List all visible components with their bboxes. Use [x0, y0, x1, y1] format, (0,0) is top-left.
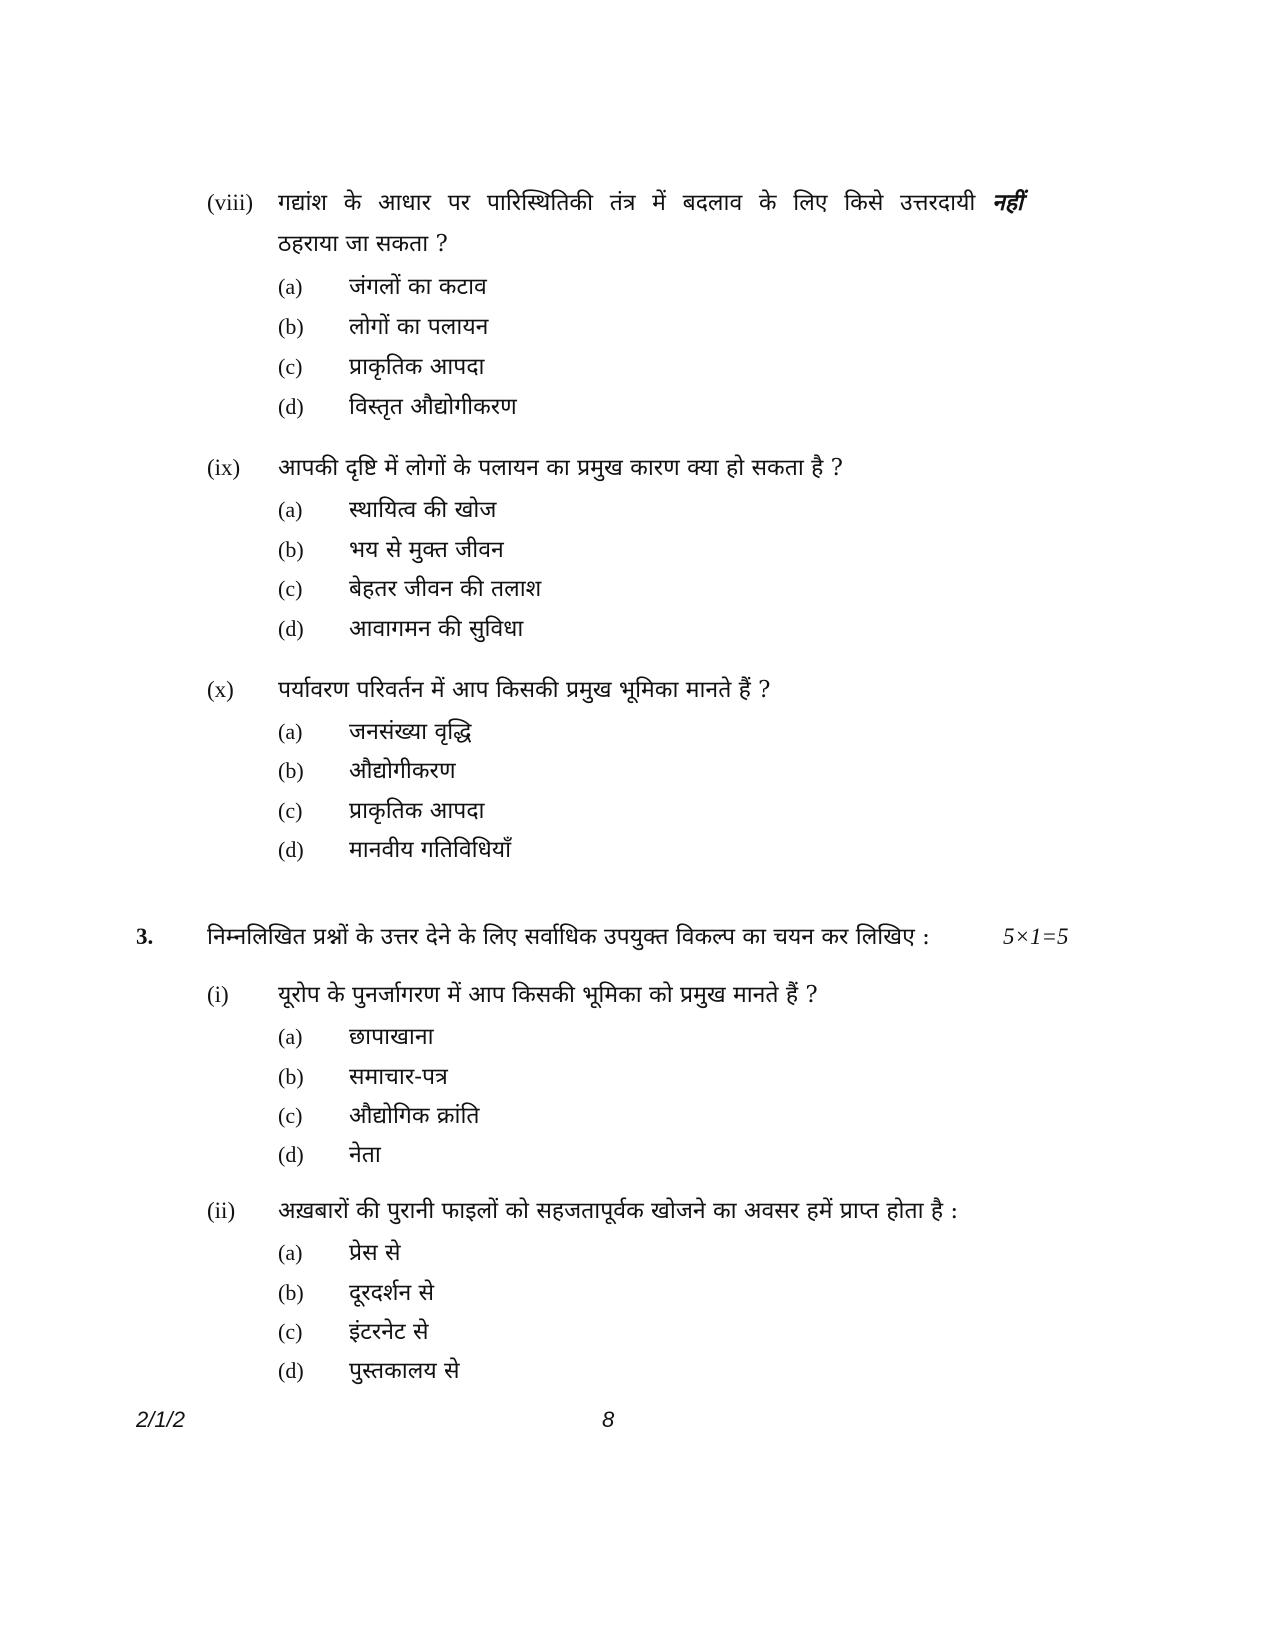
option-letter: (c)	[278, 1103, 303, 1128]
option-letter: (a)	[278, 274, 303, 299]
option-letter: (b)	[278, 537, 304, 562]
paper-code: 2/1/2	[136, 1407, 185, 1432]
option-text: आवागमन की सुविधा	[349, 616, 524, 642]
option-letter: (a)	[278, 1240, 303, 1265]
question-text	[278, 188, 1023, 218]
option-text: विस्तृत औद्योगीकरण	[349, 394, 517, 420]
option-text: नेता	[349, 1142, 381, 1168]
option-text: लोगों का पलायन	[349, 314, 489, 340]
question-number: (i)	[207, 982, 229, 1007]
question-text: आपकी दृष्टि में लोगों के पलायन का प्रमुख कारण क्या हो सकता है ?	[278, 455, 843, 481]
option-text: समाचार-पत्र	[349, 1064, 448, 1090]
option-text: बेहतर जीवन की तलाश	[349, 576, 542, 602]
question-number: (ix)	[207, 455, 241, 480]
option-letter: (d)	[278, 616, 304, 641]
option-text: दूरदर्शन से	[349, 1280, 435, 1306]
option-letter: (b)	[278, 758, 304, 783]
option-letter: (b)	[278, 314, 304, 339]
option-letter: (d)	[278, 394, 304, 419]
option-letter: (d)	[278, 1142, 304, 1167]
option-letter: (b)	[278, 1280, 304, 1305]
option-text: छापाखाना	[349, 1024, 434, 1050]
option-text: भय से मुक्त जीवन	[349, 537, 504, 563]
option-letter: (d)	[278, 1358, 304, 1383]
option-text: प्राकृतिक आपदा	[349, 798, 485, 824]
page-number: 8	[602, 1407, 615, 1432]
option-text: इंटरनेट से	[349, 1319, 429, 1345]
option-letter: (c)	[278, 576, 303, 601]
question-text-line2: ठहराया जा सकता ?	[278, 231, 448, 257]
main-question-instruction: निम्नलिखित प्रश्नों के उत्तर देने के लिए सर्वाधिक उपयुक्त विकल्प का चयन कर लिखिए :	[207, 924, 930, 950]
option-text: औद्योगीकरण	[349, 758, 456, 784]
option-text: मानवीय गतिविधियाँ	[349, 837, 512, 863]
option-letter: (a)	[278, 1024, 303, 1049]
main-question-number: 3.	[136, 924, 154, 949]
option-text: प्राकृतिक आपदा	[349, 354, 485, 380]
question-text: अख़बारों की पुरानी फाइलों को सहजतापूर्वक खोजने का अवसर हमें प्राप्त होता है :	[278, 1198, 959, 1224]
option-text: औद्योगिक क्रांति	[349, 1103, 480, 1129]
emphasis-word: नहीं	[992, 189, 1024, 216]
question-text-line1: गद्यांश के आधार पर पारिस्थितिकी तंत्र में बदलाव के लिए किसे उत्तरदायी	[278, 190, 976, 216]
question-text: पर्यावरण परिवर्तन में आप किसकी प्रमुख भूमिका मानते हैं ?	[278, 677, 771, 703]
option-letter: (c)	[278, 1319, 303, 1344]
option-text: प्रेस से	[349, 1240, 401, 1266]
option-letter: (c)	[278, 798, 303, 823]
option-text: पुस्तकालय से	[349, 1358, 460, 1384]
question-number: (viii)	[207, 190, 253, 215]
option-text: स्थायित्व की खोज	[349, 497, 497, 523]
option-letter: (d)	[278, 837, 304, 862]
option-text: जनसंख्या वृद्धि	[349, 719, 472, 745]
option-letter: (c)	[278, 354, 303, 379]
option-letter: (b)	[278, 1064, 304, 1089]
option-letter: (a)	[278, 719, 303, 744]
question-number: (ii)	[207, 1198, 236, 1223]
option-letter: (a)	[278, 497, 303, 522]
marks-allocation: 5×1=5	[1003, 924, 1069, 949]
question-text: यूरोप के पुनर्जागरण में आप किसकी भूमिका को प्रमुख मानते हैं ?	[278, 982, 818, 1008]
question-number: (x)	[207, 677, 234, 702]
option-text: जंगलों का कटाव	[349, 274, 487, 300]
